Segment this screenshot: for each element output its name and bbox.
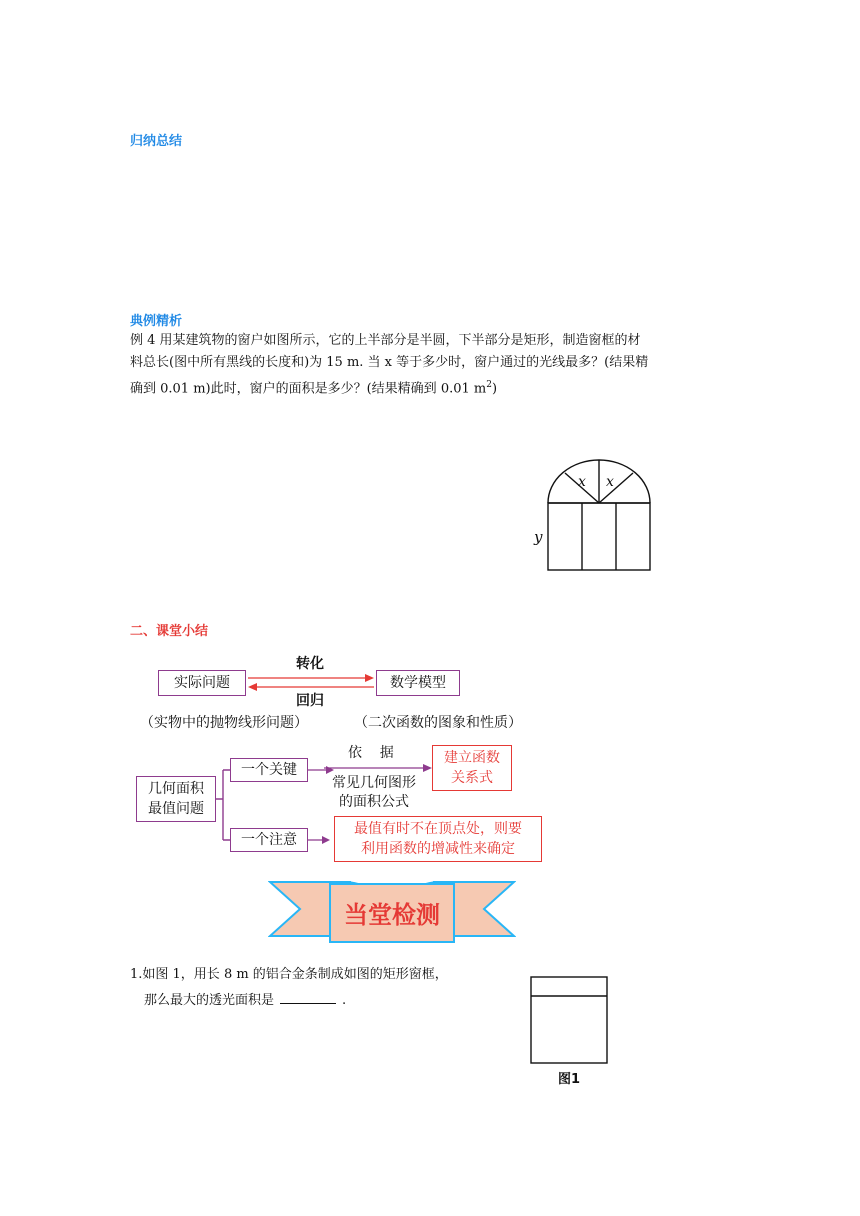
summary-heading: 归纳总结 [130, 134, 183, 149]
basis-arrow [322, 762, 434, 774]
question-1-line-1: 1.如图 1，用长 8 m 的铝合金条制成如图的矩形窗框， [130, 967, 448, 982]
note-detail-box: 最值有时不在顶点处，则要 利用函数的增减性来确定 [334, 816, 542, 862]
quiz-banner-text: 当堂检测 [344, 901, 440, 929]
example-heading: 典例精析 [130, 314, 183, 329]
real-problem-caption: （实物中的抛物线形问题） [140, 715, 308, 731]
class-summary-heading: 二、课堂小结 [130, 624, 209, 639]
figure-1 [528, 974, 610, 1066]
bidirectional-arrows [246, 672, 376, 694]
math-model-caption: （二次函数的图象和性质） [354, 715, 522, 731]
math-model-box: 数学模型 [376, 670, 460, 696]
example-line-3: 确到 0.01 m)此时，窗户的面积是多少？(结果精确到 0.01 $m^2$) [130, 380, 498, 397]
label-y: y [534, 528, 543, 546]
example-line-1: 例 4 用某建筑物的窗户如图所示，它的上半部分是半圆，下半部分是矩形，制造窗框的材 [130, 333, 641, 348]
transform-label: 转化 [296, 656, 324, 672]
example-text [130, 330, 750, 400]
return-label: 回归 [296, 693, 324, 709]
geometry-max-box: 几何面积 最值问题 [136, 776, 216, 822]
basis-label: 依 据 [348, 745, 394, 761]
figure-1-caption: 图1 [558, 1072, 581, 1087]
real-problem-box: 实际问题 [158, 670, 246, 696]
area-formula-text: 常见几何图形 的面积公式 [332, 775, 416, 810]
note-box: 一个注意 [230, 828, 308, 852]
label-x-left: x [578, 474, 586, 490]
window-figure [528, 458, 658, 574]
label-x-right: x [606, 474, 614, 490]
example-line-2: 料总长(图中所有黑线的长度和)为 15 m. 当 x 等于多少时，窗户通过的光线最多？(结果精 [130, 355, 649, 370]
key-box: 一个关键 [230, 758, 308, 782]
quiz-banner [268, 880, 516, 946]
answer-blank[interactable] [280, 991, 336, 1004]
window-rect [548, 503, 650, 570]
question-1-line-2: 那么最大的透光面积是 . [144, 993, 347, 1008]
question-1 [130, 962, 448, 1014]
build-function-box: 建立函数 关系式 [432, 745, 512, 791]
